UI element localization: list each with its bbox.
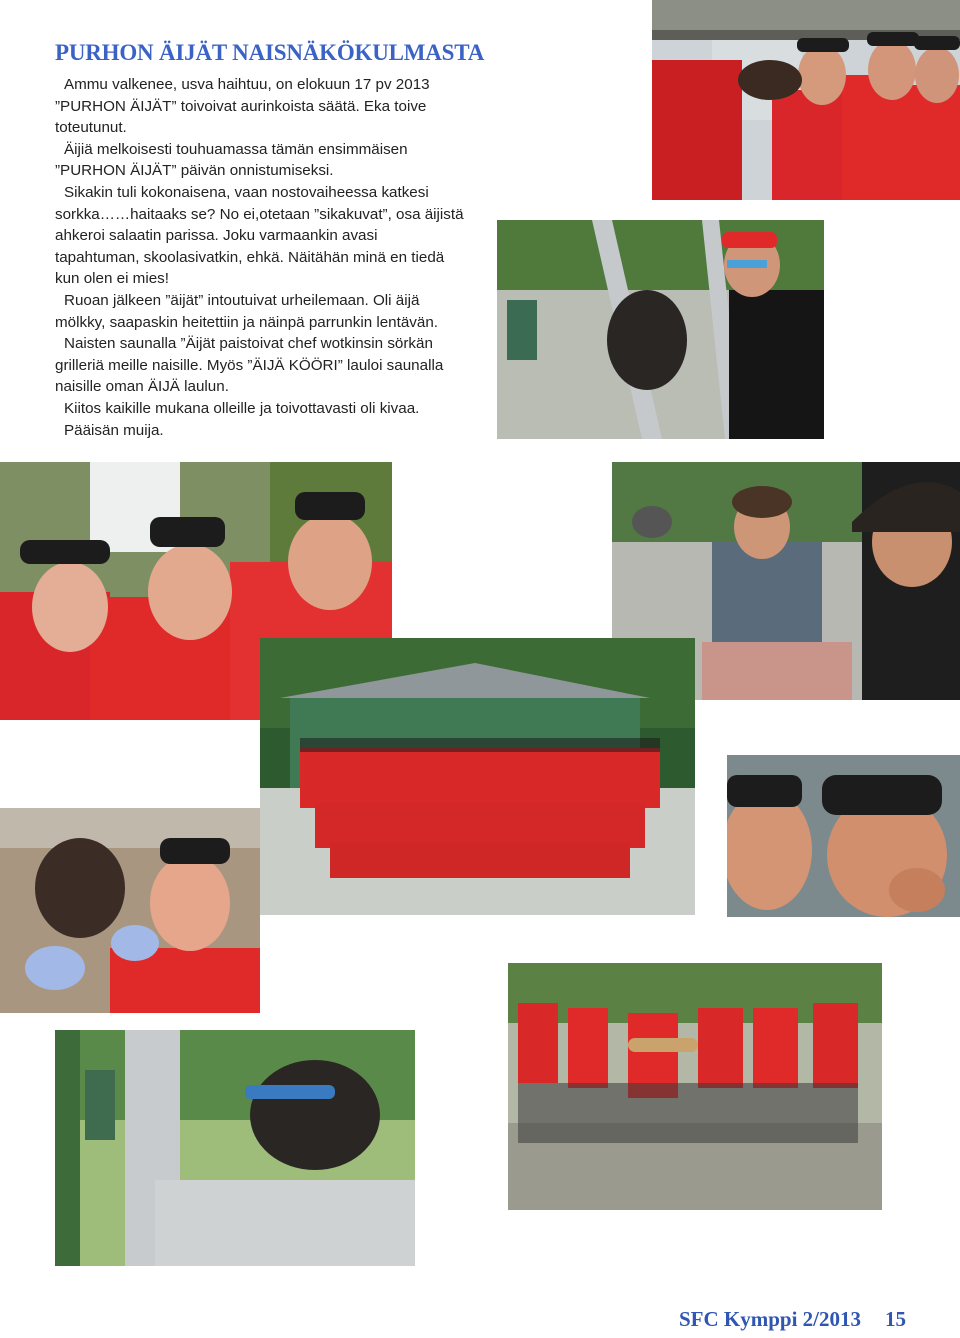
photo-men-with-pig-head (652, 0, 960, 200)
photo-pig-on-spit (497, 220, 824, 439)
photo-log-throwing (508, 963, 882, 1210)
paragraph: Ruoan jälkeen ”äijät” intoutuivat urheilemaan. Oli äijä mölkky, saapaskin heitettiin ja näinpä parrunkin lentävän. (55, 291, 439, 331)
article-body (55, 74, 465, 441)
paragraph: Kiitos kaikille mukana olleille ja toivottavasti oli kivaa. (64, 399, 420, 417)
footer (679, 1307, 906, 1332)
photo-group (260, 638, 695, 915)
page-number: 15 (885, 1307, 906, 1331)
paragraph: Naisten saunalla ”Äijät paistoivat chef wotkinsin sörkän grilleriä meille naisille. Myös ”ÄIJÄ KÖÖRI” lauloi saunalla naisille oman ÄIJÄ laulun. (55, 335, 444, 396)
paragraph: Ammu valkenee, usva haihtuu, on elokuun 17 pv 2013 ”PURHON ÄIJÄT” toivoivat aurinkoista säätä. Eka toive toteutunut. (55, 76, 430, 137)
magazine-issue: SFC Kymppi 2/2013 (678, 1307, 861, 1331)
photo-two-men-closeup (727, 755, 960, 917)
photo-pig-sunglasses (55, 1030, 415, 1266)
paragraph: Äijiä melkoisesti touhuamassa tämän ensimmäisen ”PURHON ÄIJÄT” päivän onnistumiseksi. (55, 140, 408, 180)
paragraph: Pääisän muija. (64, 421, 164, 439)
paragraph: Sikakin tuli kokonaisena, vaan nostovaiheessa katkesi sorkka……haitaaks se? No ei,otetaan ”sikakuvat”, osa äijistä ahkeroi salaatin parissa. Joku varmaankin avasi tapahtuman, skoolasivatkin, ehkä. Näitähän minä en tiedä kun olen ei mies! (55, 183, 464, 288)
photo-man-holding-pig (0, 808, 260, 1013)
article-title: PURHON ÄIJÄT NAISNÄKÖKULMASTA (55, 40, 485, 65)
